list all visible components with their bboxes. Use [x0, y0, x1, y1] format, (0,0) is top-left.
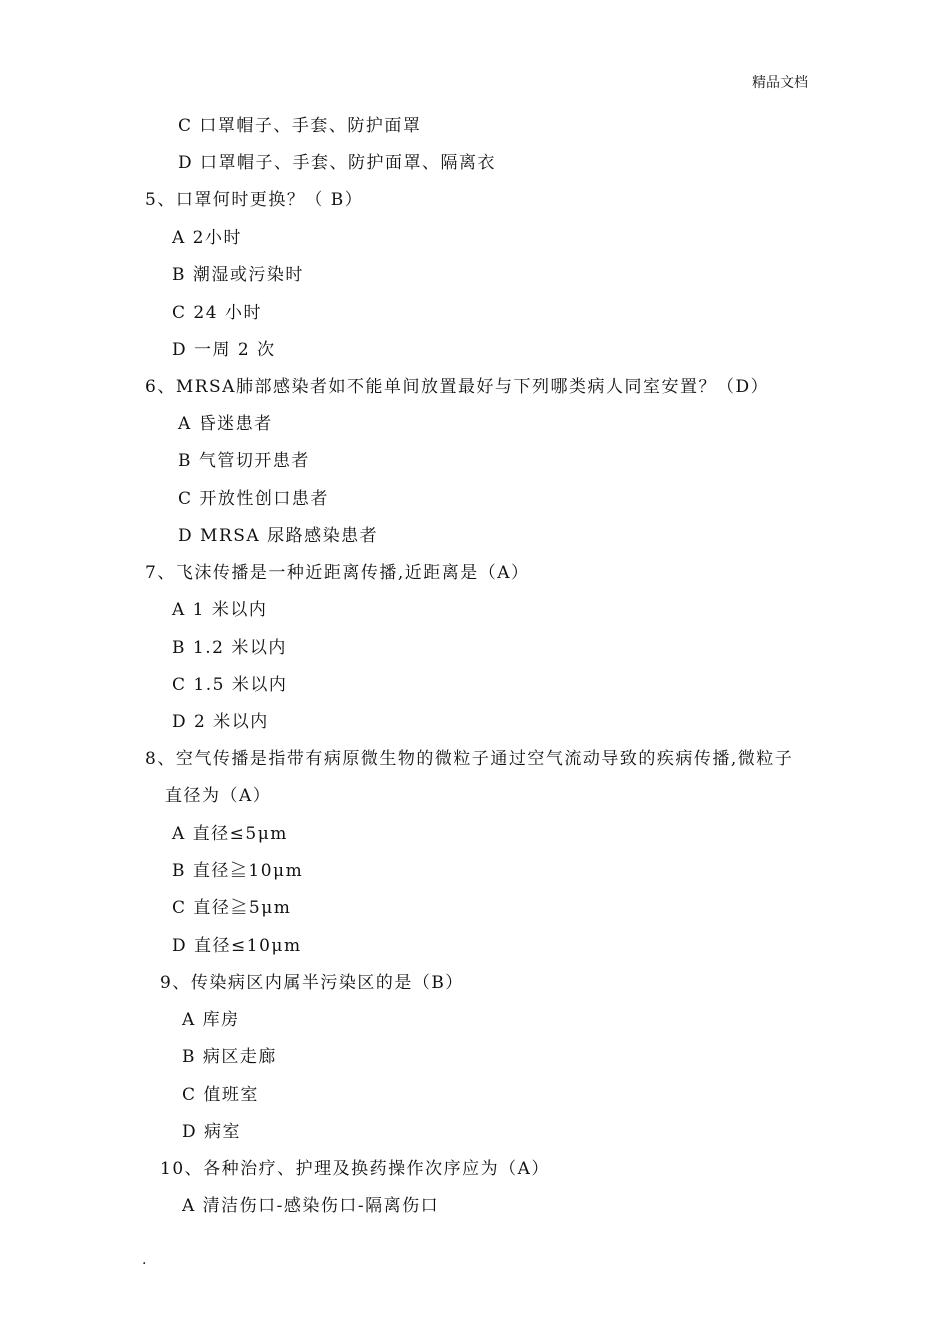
question-9: 9、传染病区内属半污染区的是（B） [160, 973, 464, 993]
question-5: 5、口罩何时更换？（ B） [145, 190, 364, 210]
option-c: C 开放性创口患者 [178, 489, 329, 509]
option-a: A 昏迷患者 [178, 414, 273, 434]
option-d: D 直径≤10μm [172, 936, 302, 956]
option-a: A 2小时 [172, 228, 242, 248]
option-b: B 气管切开患者 [178, 451, 310, 471]
option-c: C 值班室 [182, 1085, 259, 1105]
question-8-continued: 直径为（A） [165, 786, 272, 806]
option-b: B 1.2 米以内 [172, 638, 287, 658]
option-a: A 库房 [182, 1010, 240, 1030]
option-c: C 24 小时 [172, 303, 262, 323]
option-d: D 口罩帽子、手套、防护面罩、隔离衣 [178, 153, 497, 173]
option-c: C 直径≧5μm [172, 898, 292, 918]
option-b: B 直径≧10μm [172, 861, 304, 881]
option-a: A 直径≤5μm [172, 824, 288, 844]
option-a: A 清洁伤口-感染伤口-隔离伤口 [182, 1196, 440, 1216]
page-header: 精品文档 [752, 75, 808, 91]
option-a: A 1 米以内 [172, 600, 268, 620]
option-b: B 潮湿或污染时 [172, 265, 304, 285]
question-8: 8、空气传播是指带有病原微生物的微粒子通过空气流动导致的疾病传播,微粒子 [145, 749, 794, 769]
option-d: D 2 米以内 [172, 712, 269, 732]
option-d: D 一周 2 次 [172, 340, 276, 360]
option-b: B 病区走廊 [182, 1047, 277, 1067]
question-7: 7、飞沫传播是一种近距离传播,近距离是（A） [145, 563, 530, 583]
option-d: D MRSA 尿路感染患者 [178, 526, 379, 546]
option-c: C 1.5 米以内 [172, 675, 288, 695]
question-10: 10、各种治疗、护理及换药操作次序应为（A） [160, 1159, 550, 1179]
option-c: C 口罩帽子、手套、防护面罩 [178, 116, 422, 136]
question-6: 6、MRSA肺部感染者如不能单间放置最好与下列哪类病人同室安置？（D） [145, 377, 770, 397]
page-footer-mark: . [142, 1252, 147, 1268]
option-d: D 病室 [182, 1122, 242, 1142]
